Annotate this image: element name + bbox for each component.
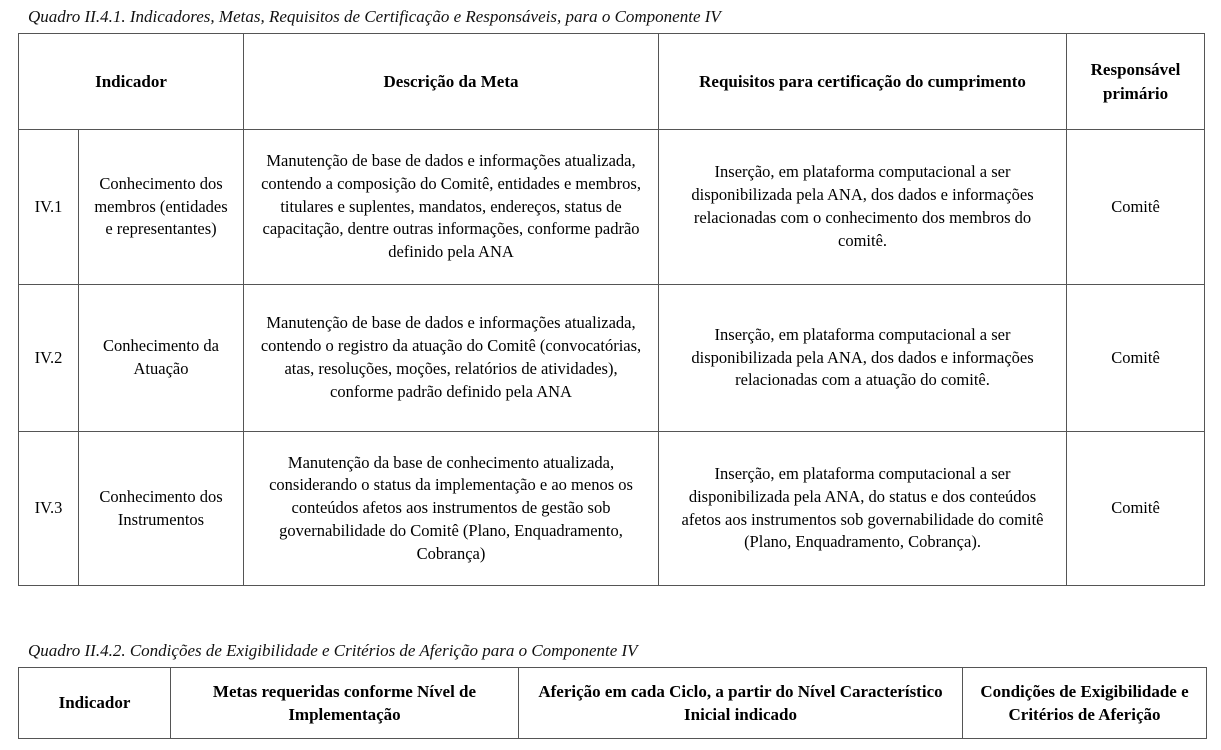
- table2-header-metas: Metas requeridas conforme Nível de Implementação: [171, 668, 519, 739]
- table2-caption: Quadro II.4.2. Condições de Exigibilidade e Critérios de Aferição para o Componente IV: [28, 641, 638, 660]
- table1-caption: Quadro II.4.1. Indicadores, Metas, Requisitos de Certificação e Responsáveis, para o Componente IV: [28, 7, 721, 26]
- table2-header-row: [19, 668, 1207, 739]
- table2-header-indicador: Indicador: [19, 668, 171, 739]
- row-iv3-requisito: Inserção, em plataforma computacional a ser disponibilizada pela ANA, do status e dos conteúdos afetos aos instrumentos sob governabilidade do comitê (Plano, Enquadramento, Cobrança).: [659, 432, 1067, 586]
- row-iv3-nome: Conhecimento dos Instrumentos: [79, 432, 244, 586]
- row-iv1-meta: Manutenção de base de dados e informações atualizada, contendo a composição do Comitê, entidades e membros, titulares e suplentes, mandatos, endereços, status de capacitação, dentre outras informações, conforme padrão definido pela ANA: [244, 130, 659, 285]
- table-row-iv3: [19, 432, 1205, 586]
- row-iv1-requisito: Inserção, em plataforma computacional a ser disponibilizada pela ANA, dos dados e informações relacionadas com o conhecimento dos membros do comitê.: [659, 130, 1067, 285]
- row-iv1-nome: Conhecimento dos membros (entidades e representantes): [79, 130, 244, 285]
- table-row-iv1: [19, 130, 1205, 285]
- table1-header-requisitos: Requisitos para certificação do cumprimento: [659, 34, 1067, 130]
- table1-header-indicador: Indicador: [19, 34, 244, 130]
- table1-header-descricao: Descrição da Meta: [244, 34, 659, 130]
- row-iv3-responsavel: Comitê: [1067, 432, 1205, 586]
- row-iv2-meta: Manutenção de base de dados e informações atualizada, contendo o registro da atuação do Comitê (convocatórias, atas, resoluções, moções, relatórios de atividades), conforme padrão definido pela ANA: [244, 285, 659, 432]
- table1-header-row: [19, 34, 1205, 130]
- row-iv1-id: IV.1: [19, 130, 79, 285]
- row-iv3-meta: Manutenção da base de conhecimento atualizada, considerando o status da implementação e ao menos os conteúdos afetos aos instrumentos de gestão sob governabilidade do Comitê (Plano, Enquadramento, Cobrança): [244, 432, 659, 586]
- row-iv1-responsavel: Comitê: [1067, 130, 1205, 285]
- row-iv2-id: IV.2: [19, 285, 79, 432]
- table-row-iv2: [19, 285, 1205, 432]
- table1-header-responsavel: Responsável primário: [1067, 34, 1205, 130]
- table2-condicoes-exigibilidade: [18, 667, 1207, 739]
- table2-header-condicoes: Condições de Exigibilidade e Critérios de Aferição: [963, 668, 1207, 739]
- table2-header-afericao: Aferição em cada Ciclo, a partir do Nível Característico Inicial indicado: [519, 668, 963, 739]
- table1-indicadores-metas: [18, 33, 1205, 586]
- row-iv2-requisito: Inserção, em plataforma computacional a ser disponibilizada pela ANA, dos dados e informações relacionadas com a atuação do comitê.: [659, 285, 1067, 432]
- row-iv2-nome: Conhecimento da Atuação: [79, 285, 244, 432]
- row-iv2-responsavel: Comitê: [1067, 285, 1205, 432]
- row-iv3-id: IV.3: [19, 432, 79, 586]
